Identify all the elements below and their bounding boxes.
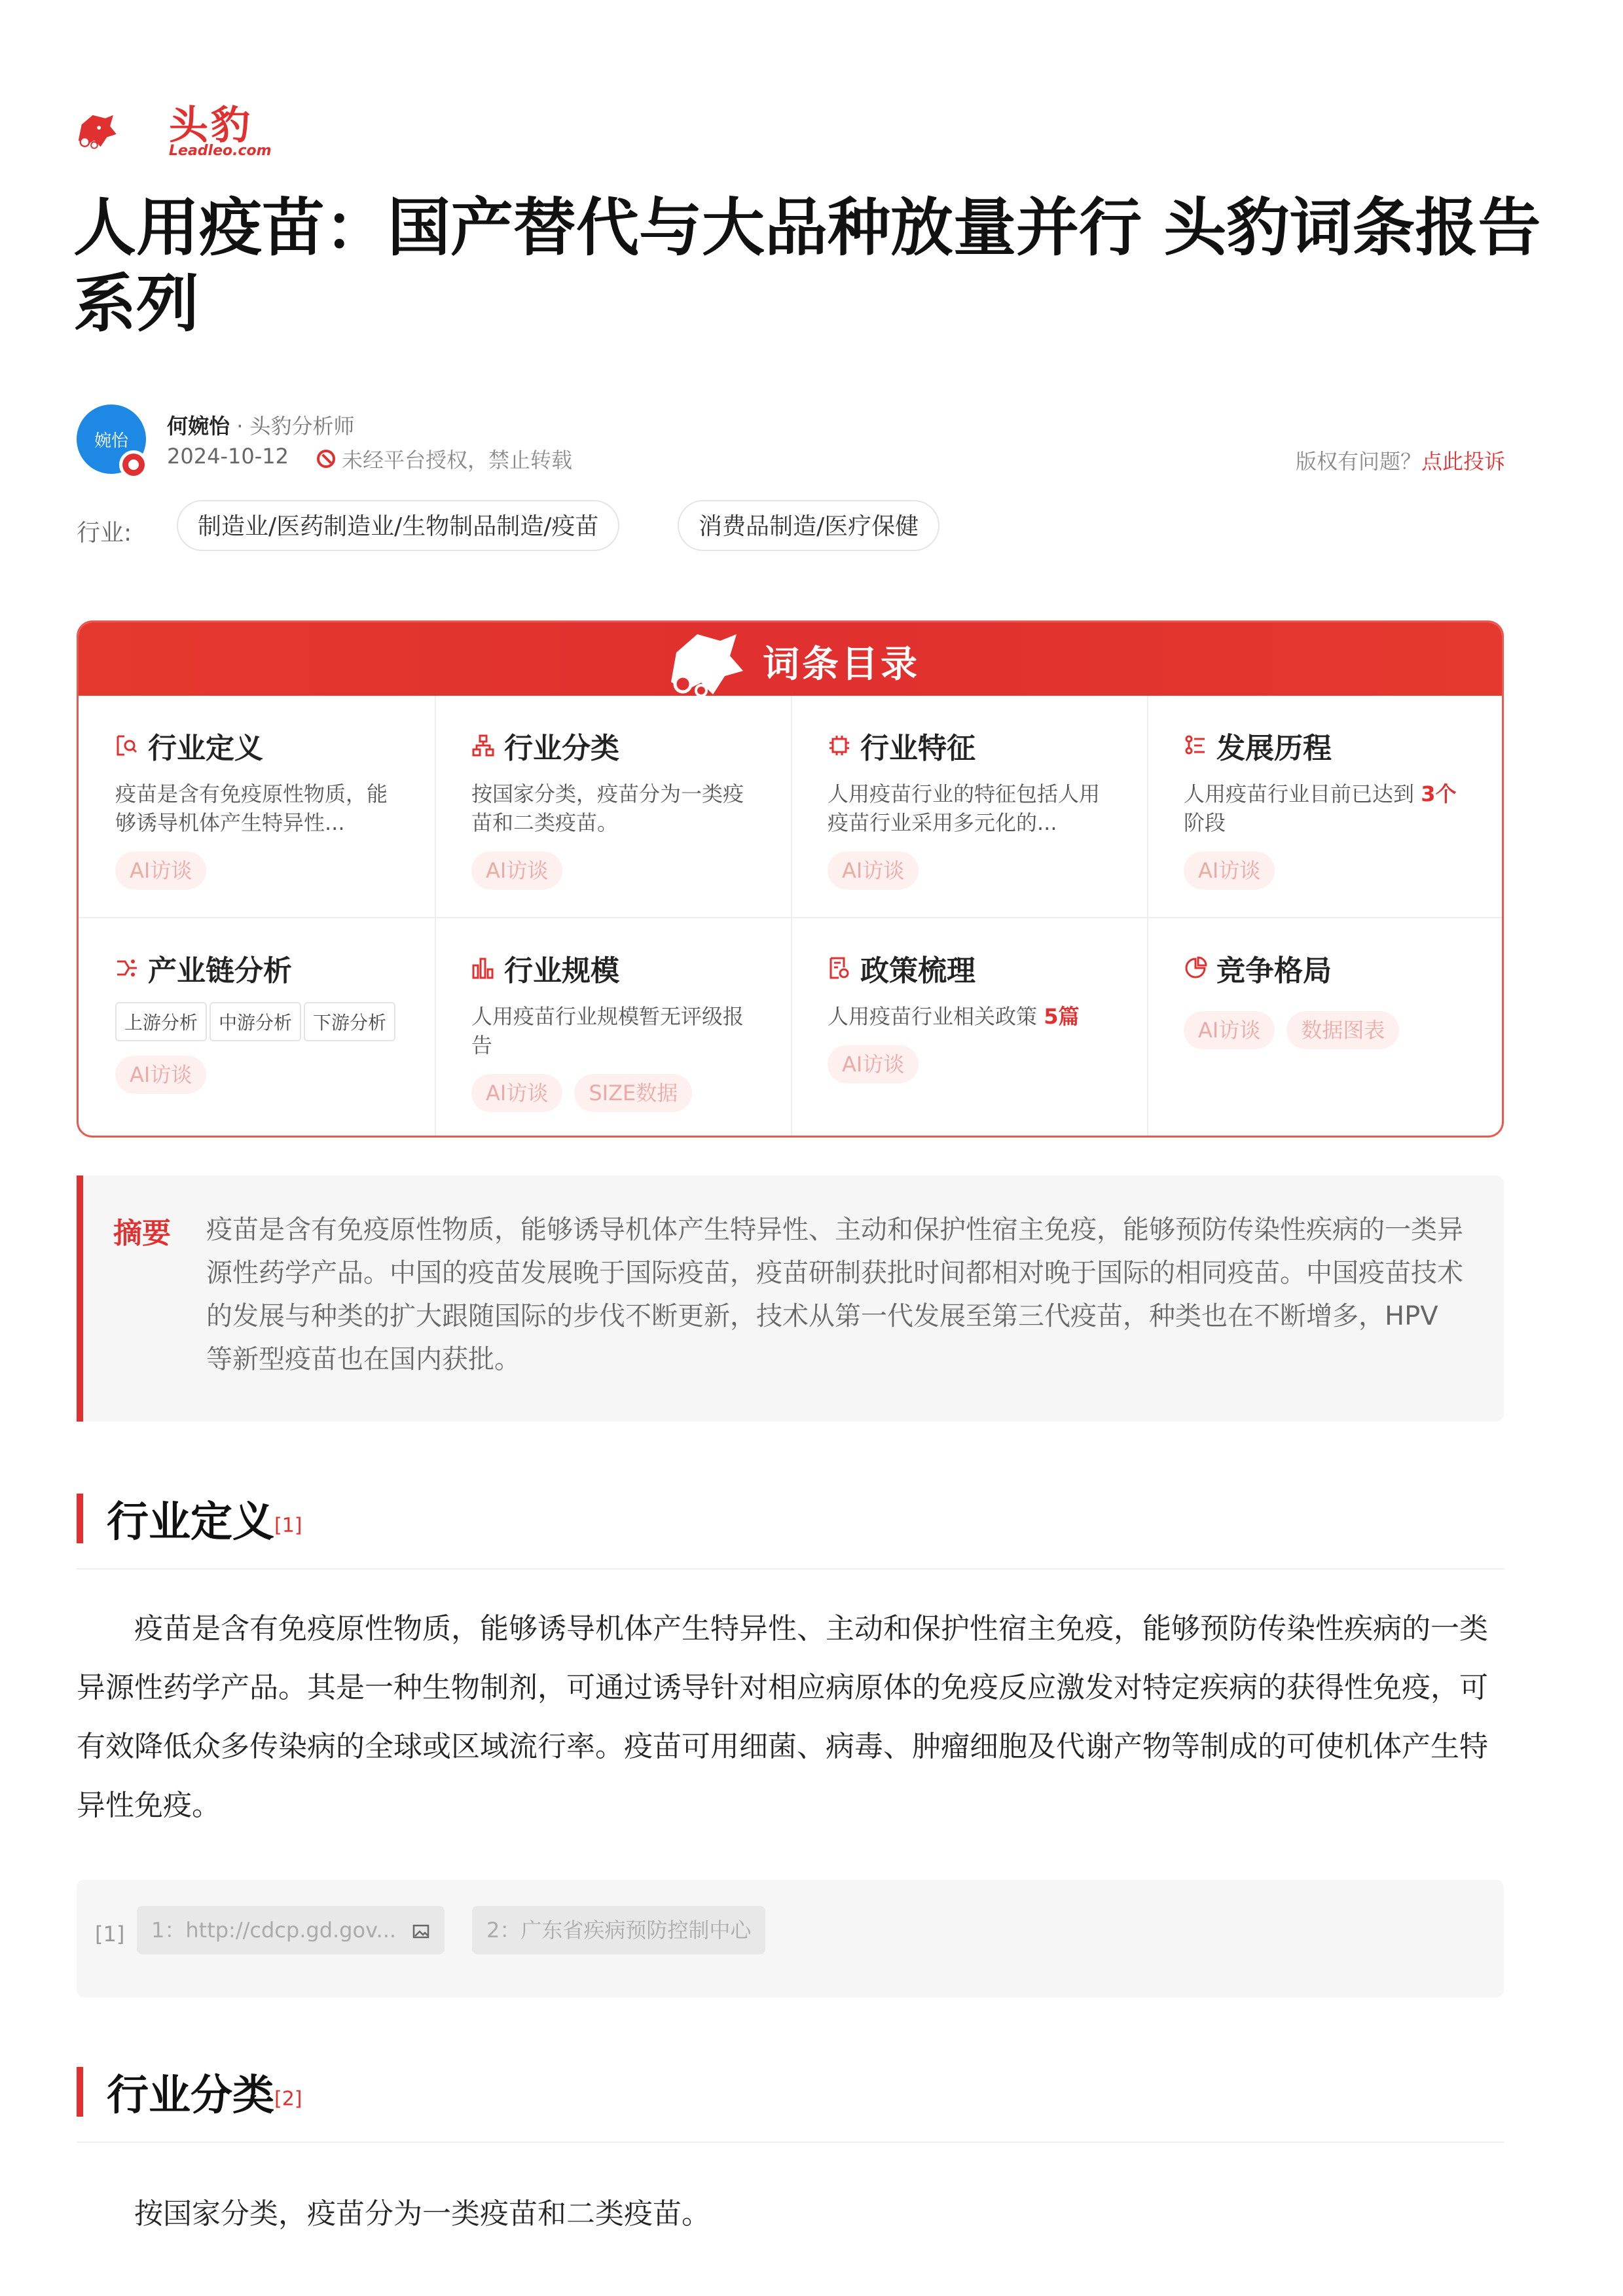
toc-cell-desc: 人用疫苗行业相关政策 5篇 (828, 1004, 1080, 1029)
toc-cell-title: 行业规模 (504, 954, 619, 988)
brand-sub: Leadleo.com (169, 143, 272, 159)
section-paragraph: 按国家分类，疫苗分为一类疫苗和二类疫苗。 (134, 2197, 710, 2231)
toc-cell-competition[interactable] (1147, 918, 1503, 1138)
leadleo-logo-icon (665, 626, 756, 698)
ai-interview-button[interactable]: AI访谈 (471, 1074, 562, 1112)
ai-interview-button[interactable]: AI访谈 (1184, 1011, 1275, 1049)
toc-cell-desc: 人用疫苗行业目前已达到 3个阶段 (1184, 781, 1457, 835)
midstream-chip[interactable]: 中游分析 (210, 1002, 301, 1041)
stage-count: 3个 (1421, 781, 1457, 806)
author-role: · 头豹分析师 (236, 414, 355, 439)
reference-box (77, 1880, 1504, 1998)
industry-tag[interactable]: 制造业/医药制造业/生物制品制造/疫苗 (177, 500, 619, 551)
section-heading (77, 1488, 302, 1549)
search-doc-icon (115, 734, 139, 757)
policy-count: 5篇 (1044, 1004, 1080, 1029)
avatar-badge-icon (119, 450, 148, 479)
downstream-chip[interactable]: 下游分析 (304, 1002, 395, 1041)
summary-text: 疫苗是含有免疫原性物质，能够诱导机体产生特异性、主动和保护性宿主免疫，能够预防传染性疾病的一类异源性药学产品。中国的疫苗发展晚于国际疫苗，疫苗研制获批时间都相对晚于国际的相同疫苗。中国疫苗技术的发展与种类的扩大跟随国际的步伐不断更新，技术从第一代发展至第三代疫苗，种类也在不断增多，HPV等新型疫苗也在国内获批。 (206, 1215, 1463, 1374)
toc-cell-desc: 按国家分类，疫苗分为一类疫苗和二类疫苗。 (471, 781, 744, 835)
image-icon (412, 1922, 430, 1941)
copyright-line (1296, 445, 1505, 475)
toc-cell-policy[interactable] (791, 918, 1147, 1138)
section-heading (77, 2062, 302, 2122)
toc-cell-scale[interactable] (435, 918, 791, 1138)
toc-cell-desc: 疫苗是含有免疫原性物质，能够诱导机体产生特异性... (115, 781, 388, 835)
complaint-link[interactable]: 点此投诉 (1421, 449, 1505, 474)
ai-interview-button[interactable]: AI访谈 (1184, 852, 1275, 889)
summary-label: 摘要 (113, 1217, 171, 1250)
page-title: 人用疫苗：国产替代与大品种放量并行 头豹词条报告系列 (73, 191, 1541, 340)
toc-cell-title: 发展历程 (1216, 732, 1332, 765)
bar-chart-icon (471, 956, 495, 980)
toc-cell-title: 行业特征 (860, 732, 976, 765)
reference-index: [1] (95, 1922, 125, 1946)
summary-box (77, 1175, 1504, 1422)
toc-cell-title: 行业分类 (504, 732, 619, 765)
timeline-icon (1184, 734, 1207, 757)
industry-tag[interactable]: 消费品制造/医疗保健 (678, 500, 939, 551)
no-repost-text: 未经平台授权，禁止转载 (342, 448, 573, 473)
toc-cell-desc: 人用疫苗行业规模暂无评级报告 (471, 1004, 744, 1058)
section-title: 行业定义 (107, 1498, 274, 1547)
footnote-ref[interactable]: [1] (274, 1514, 302, 1537)
toc-cell-title: 竞争格局 (1216, 954, 1332, 988)
toc-cell-history[interactable] (1147, 696, 1503, 917)
toc-cell-title: 行业定义 (148, 732, 263, 765)
policy-doc-icon (828, 956, 851, 980)
section-accent (77, 1494, 83, 1543)
brand-name: 头豹 (169, 103, 253, 149)
ai-interview-button[interactable]: AI访谈 (828, 1045, 919, 1083)
ban-icon (317, 450, 335, 468)
hierarchy-icon (471, 734, 495, 757)
no-repost-notice (317, 444, 572, 474)
ai-interview-button[interactable]: AI访谈 (115, 852, 206, 889)
copyright-question: 版权有问题？ (1295, 449, 1421, 474)
section-paragraph: 疫苗是含有免疫原性物质，能够诱导机体产生特异性、主动和保护性宿主免疫，能够预防传染性疾病的一类异源性药学产品。其是一种生物制剂，可通过诱导针对相应病原体的免疫反应激发对特定疾病的获得性免疫，可有效降低众多传染病的全球或区域流行率。疫苗可用细菌、病毒、肿瘤细胞及代谢产物等制成的可使机体产生特异性免疫。 (77, 1612, 1488, 1822)
author-line (167, 410, 355, 440)
toc-cell-desc: 人用疫苗行业的特征包括人用疫苗行业采用多元化的... (828, 781, 1101, 835)
toc-cell-chain[interactable] (79, 918, 435, 1138)
summary-accent (77, 1175, 83, 1422)
toc-cell-classification[interactable] (435, 696, 791, 917)
reference-link[interactable]: 2：广东省疾病预防控制中心 (472, 1906, 765, 1954)
toc-cell-definition[interactable] (79, 696, 435, 917)
author-name[interactable]: 何婉怡 (167, 414, 230, 439)
toc-cell-features[interactable] (791, 696, 1147, 917)
ai-interview-button[interactable]: AI访谈 (115, 1056, 206, 1094)
publish-date: 2024-10-12 (167, 444, 289, 469)
section-accent (77, 2067, 83, 2117)
section-divider (77, 1568, 1504, 1570)
ai-interview-button[interactable]: AI访谈 (828, 852, 919, 889)
section-divider (77, 2142, 1504, 2143)
industry-label: 行业: (77, 520, 132, 547)
data-chart-button[interactable]: 数据图表 (1286, 1011, 1399, 1049)
toc-panel (77, 620, 1504, 1138)
pie-chart-icon (1184, 956, 1207, 980)
chain-icon (115, 956, 139, 980)
size-data-button[interactable]: SIZE数据 (574, 1074, 692, 1112)
toc-cell-title: 产业链分析 (148, 954, 292, 988)
reference-link[interactable]: 1：http://cdcp.gd.gov... (137, 1906, 445, 1954)
upstream-chip[interactable]: 上游分析 (115, 1002, 207, 1041)
toc-cell-title: 政策梳理 (860, 954, 976, 988)
section-title: 行业分类 (107, 2072, 274, 2120)
avatar[interactable]: 婉怡 (77, 404, 146, 474)
ai-interview-button[interactable]: AI访谈 (471, 852, 562, 889)
footnote-ref[interactable]: [2] (274, 2087, 302, 2111)
leadleo-logo-icon (75, 92, 167, 170)
chip-icon (828, 734, 851, 757)
toc-header (79, 622, 1502, 696)
toc-title: 词条目录 (763, 643, 920, 686)
